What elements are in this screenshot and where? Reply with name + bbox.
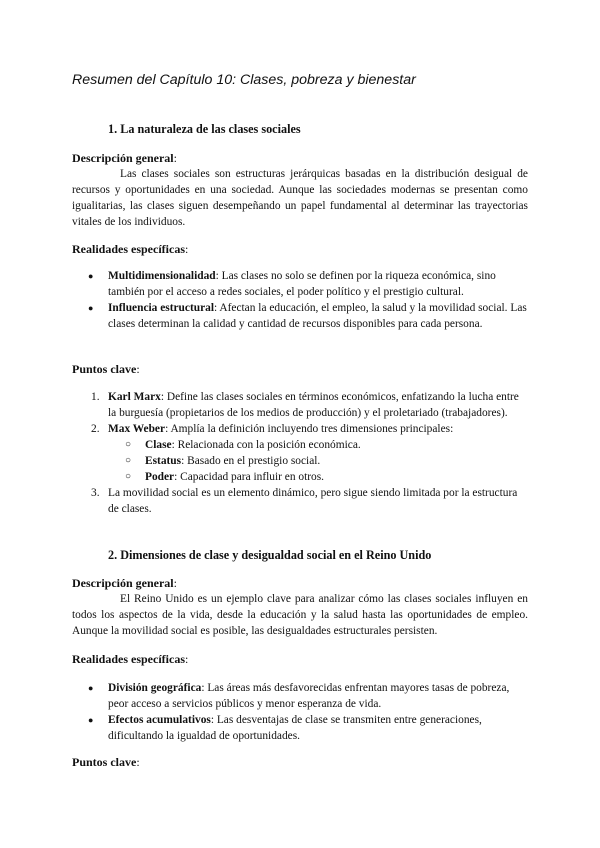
list-item-term: Influencia estructural xyxy=(108,302,214,314)
list-item-text: : Define las clases sociales en términos económicos, enfatizando la lucha entre la burguesía (propietarios de los medios de producción) y el proletariado (trabajadores). xyxy=(108,391,519,419)
realidades-label-text: Realidades específicas xyxy=(72,242,185,256)
list-number: 2. xyxy=(91,423,100,435)
list-number: 1. xyxy=(91,391,100,403)
sub-list-item xyxy=(125,453,528,469)
sub-item-text: : Basado en el prestigio social. xyxy=(181,455,321,467)
list-item xyxy=(88,680,528,712)
descripcion-label-text: Descripción general xyxy=(72,576,174,590)
section-1-heading: 1. La naturaleza de las clases sociales xyxy=(108,122,301,136)
bullet-icon: ● xyxy=(88,303,94,313)
list-item xyxy=(88,712,528,744)
puntos-label-text: Puntos clave xyxy=(72,362,137,376)
section-2-realidades-list xyxy=(88,680,528,744)
section-2-heading: 2. Dimensiones de clase y desigualdad social en el Reino Unido xyxy=(108,548,432,562)
list-item-term: Max Weber xyxy=(108,423,166,435)
bullet-icon: ● xyxy=(88,271,94,281)
section-1-realidades-label: Realidades específicas: xyxy=(72,242,189,256)
puntos-label-text: Puntos clave xyxy=(72,755,137,769)
sub-list-item xyxy=(125,437,528,453)
sub-list-item xyxy=(125,469,528,485)
circle-bullet-icon: ○ xyxy=(125,471,132,482)
section-2-realidades-label: Realidades específicas: xyxy=(72,652,189,666)
list-item-term: Efectos acumulativos xyxy=(108,714,211,726)
list-item-text: La movilidad social es un elemento dinámico, pero sigue siendo limitada por la estructura de clases. xyxy=(108,487,518,515)
document-title: Resumen del Capítulo 10: Clases, pobreza y bienestar xyxy=(72,72,416,88)
list-item xyxy=(91,389,528,421)
list-item xyxy=(88,268,528,300)
sub-item-term: Poder xyxy=(145,471,175,483)
sub-item-term: Clase xyxy=(145,439,172,451)
section-1-realidades-list xyxy=(88,268,528,332)
list-item xyxy=(91,421,528,485)
realidades-label-text: Realidades específicas xyxy=(72,652,185,666)
section-2-descripcion-label: Descripción general: xyxy=(72,576,177,590)
list-item-text: : Las desventajas de clase se transmiten entre generaciones, dificultando la igualdad de oportunidades. xyxy=(108,714,482,742)
sub-item-term: Estatus xyxy=(145,455,182,467)
list-item-term: División geográfica xyxy=(108,682,202,694)
list-item-text: : Afectan la educación, el empleo, la salud y la movilidad social. Las clases determinan la calidad y cantidad de recursos disponibles para cada persona. xyxy=(108,302,527,330)
circle-bullet-icon: ○ xyxy=(125,439,132,450)
section-2-puntos-label: Puntos clave: xyxy=(72,755,140,769)
descripcion-label-text: Descripción general xyxy=(72,151,174,165)
circle-bullet-icon: ○ xyxy=(125,455,132,466)
sub-item-text: : Relacionada con la posición económica. xyxy=(171,439,361,451)
list-item-term: Karl Marx xyxy=(108,391,161,403)
section-1-descripcion-label: Descripción general: xyxy=(72,151,177,165)
list-item-text: : Las áreas más desfavorecidas enfrentan mayores tasas de pobreza, peor acceso a servicios públicos y menor esperanza de vida. xyxy=(108,682,510,710)
list-item-term: Multidimensionalidad xyxy=(108,270,216,282)
section-1-puntos-list xyxy=(91,389,528,517)
bullet-icon: ● xyxy=(88,683,94,693)
list-item-text: : Las clases no solo se definen por la riqueza económica, sino también por el acceso a redes sociales, el poder político y el prestigio cultural. xyxy=(108,270,496,298)
list-item xyxy=(88,300,528,332)
section-1-descripcion-text: Las clases sociales son estructuras jerárquicas basadas en la distribución desigual de recursos y oportunidades en una sociedad. Aunque las sociedades modernas se presentan como igualitarias, las clases siguen desempeñando un papel fundamental al determinar las trayectorias vitales de los individuos. xyxy=(72,168,528,228)
weber-dimensions-list xyxy=(125,437,528,485)
section-2-descripcion-text: El Reino Unido es un ejemplo clave para analizar cómo las clases sociales influyen en todos los aspectos de la vida, desde la educación y la salud hasta las oportunidades de empleo. Aunque la movilidad social es posible, las desigualdades estructurales persisten. xyxy=(72,593,528,637)
list-item-text: : Amplía la definición incluyendo tres dimensiones principales: xyxy=(165,423,454,435)
list-number: 3. xyxy=(91,487,100,499)
sub-item-text: : Capacidad para influir en otros. xyxy=(174,471,325,483)
section-1-puntos-label: Puntos clave: xyxy=(72,362,140,376)
bullet-icon: ● xyxy=(88,715,94,725)
list-item xyxy=(91,485,528,517)
